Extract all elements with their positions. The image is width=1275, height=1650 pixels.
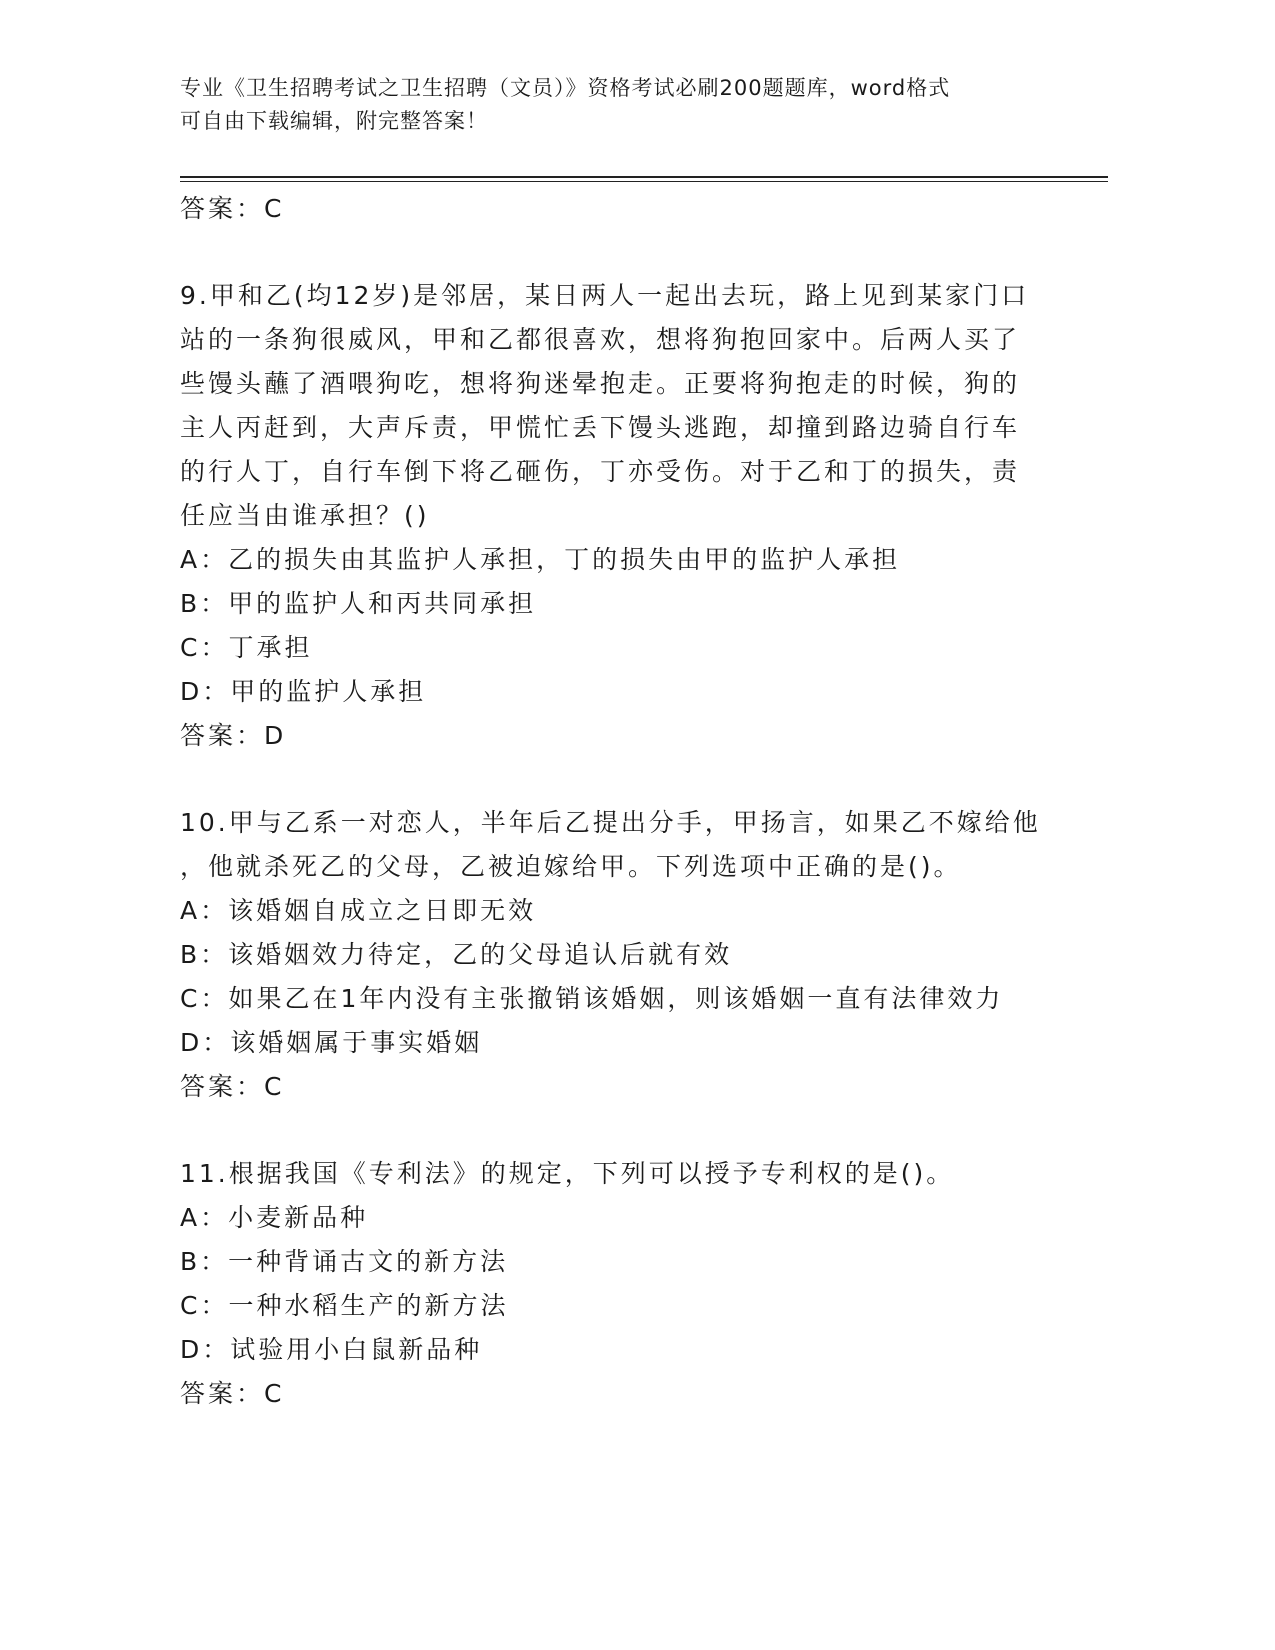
option-c: C：一种水稻生产的新方法	[180, 1291, 509, 1320]
spacer	[180, 231, 1060, 274]
option-d: D：甲的监护人承担	[180, 677, 427, 706]
document-header	[180, 72, 1060, 138]
header-rule-thick	[180, 176, 1108, 178]
answer-line: 答案：D	[180, 721, 287, 750]
header-line-2: 可自由下载编辑，附完整答案！	[180, 109, 488, 133]
option-b: B：一种背诵古文的新方法	[180, 1247, 509, 1276]
option-c: C：如果乙在1年内没有主张撤销该婚姻，则该婚姻一直有法律效力	[180, 984, 1004, 1013]
question-line: 些馒头蘸了酒喂狗吃，想将狗迷晕抱走。正要将狗抱走的时候，狗的	[180, 369, 1021, 398]
answer-line: 答案：C	[180, 194, 285, 223]
question-line: 任应当由谁承担？()	[180, 501, 430, 530]
question-line: ，他就杀死乙的父母，乙被迫嫁给甲。下列选项中正确的是()。	[180, 852, 962, 881]
option-a: A：该婚姻自成立之日即无效	[180, 896, 537, 925]
option-d: D：该婚姻属于事实婚姻	[180, 1028, 483, 1057]
question-line: 的行人丁，自行车倒下将乙砸伤，丁亦受伤。对于乙和丁的损失，责	[180, 457, 1021, 486]
option-b: B：该婚姻效力待定，乙的父母追认后就有效	[180, 940, 733, 969]
answer-line: 答案：C	[180, 1072, 285, 1101]
header-line-1: 专业《卫生招聘考试之卫生招聘（文员）》资格考试必刷200题题库，word格式	[180, 76, 951, 100]
question-11	[180, 1152, 1060, 1196]
question-line: 10.甲与乙系一对恋人，半年后乙提出分手，甲扬言，如果乙不嫁给他	[180, 808, 1041, 837]
header-rule-thin	[180, 181, 1108, 182]
option-a: A：小麦新品种	[180, 1203, 369, 1232]
document-body	[180, 187, 1060, 1416]
question-line: 9.甲和乙(均12岁)是邻居，某日两人一起出去玩，路上见到某家门口	[180, 281, 1030, 310]
question-line: 主人丙赶到，大声斥责，甲慌忙丢下馒头逃跑，却撞到路边骑自行车	[180, 413, 1021, 442]
question-line: 站的一条狗很威风，甲和乙都很喜欢，想将狗抱回家中。后两人买了	[180, 325, 1021, 354]
spacer	[180, 758, 1060, 801]
question-9	[180, 274, 1060, 538]
question-line: 11.根据我国《专利法》的规定，下列可以授予专利权的是()。	[180, 1159, 955, 1188]
spacer	[180, 1109, 1060, 1152]
question-10	[180, 801, 1060, 889]
answer-line: 答案：C	[180, 1379, 285, 1408]
option-b: B：甲的监护人和丙共同承担	[180, 589, 537, 618]
option-a: A：乙的损失由其监护人承担，丁的损失由甲的监护人承担	[180, 545, 901, 574]
option-c: C：丁承担	[180, 633, 313, 662]
option-d: D：试验用小白鼠新品种	[180, 1335, 483, 1364]
